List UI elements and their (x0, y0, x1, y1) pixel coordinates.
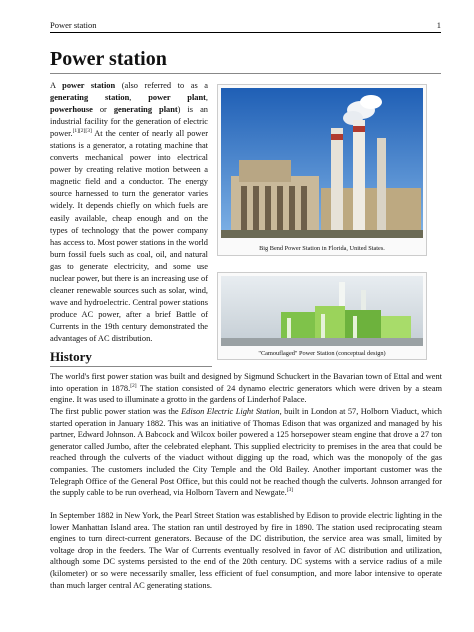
citation-ref[interactable]: [1][2][3] (72, 128, 92, 135)
intro-paragraph: A power station (also referred to as a generating station, power plant, powerhouse or generating plant) is an industrial facility for the generation of electric power.[1][2][3] At the center of nearly all power stations is a generator, a rotating machine that converts mechanical power into electrical power by creating relative motion between a magnetic field and a conductor. The energy source harnessed to turn the generator varies widely. It depends chiefly on which fuels are easily available, cheap enough and on the types of technology that the power company has access to. Most power stations in the world burn fossil fuels such as coal, oil, and natural gas to generate electricity, and some use nuclear power, but there is an increasing use of cleaner renewable sources such as solar, wind, wave and hydroelectric. Central power stations produce AC power, after a brief Battle of Currents in the 19th century demonstrated the advantages of AC distribution. (50, 81, 208, 343)
figure-caption: "Camouflaged" Power Station (conceptual design) (258, 350, 386, 357)
figure-camouflaged-station (217, 272, 427, 360)
page-title: Power station (50, 48, 167, 70)
section-heading-history: History (50, 349, 92, 364)
section-divider (50, 366, 212, 367)
history-paragraph-1: The world's first power station was built and designed by Sigmund Schuckert in the Bavarian town of Ettal and went into operation in 1878.[2] The station consisted of 24 dynamo electric generators which were driven by a steam engine. It was used to illuminate a grotto in the gardens of Linderhof Palace. (50, 372, 443, 405)
figure-image-power-station (221, 88, 423, 238)
history-paragraph-3: In September 1882 in New York, the Pearl Street Station was established by Edison to provide electric lighting in the lower Manhattan Island area. The station ran until destroyed by fire in 1890. The station used reciprocating steam engines to turn direct-current generators. Because of the DC distribution, the service area was small, limited by voltage drop in the feeders. The War of Currents eventually resolved in favor of AC distribution and utilization, although some DC systems persisted to the end of the 20th century. DC systems with a service radius of a mile (kilometer) or so were necessarily smaller, less efficient of fuel consumption, and more labor intensive to operate than much larger central AC generating stations. (50, 511, 442, 590)
running-title: Power station (50, 20, 97, 30)
figure-big-bend (217, 84, 427, 256)
citation-ref[interactable]: [2] (130, 382, 137, 389)
figure-image-camouflaged-station (221, 276, 423, 346)
figure-caption: Big Bend Power Station in Florida, United States. (259, 245, 385, 252)
term-power-plant: power plant (148, 93, 206, 103)
title-divider (50, 73, 441, 74)
term-generating-plant: generating plant (113, 105, 178, 115)
term-power-station: power station (62, 81, 116, 90)
running-header (50, 20, 441, 33)
term-generating-station: generating station (50, 93, 130, 103)
edison-station-name: Edison Electric Light Station (181, 407, 280, 416)
page-number: 1 (436, 20, 441, 30)
term-powerhouse: powerhouse (50, 105, 93, 115)
history-paragraph-2: The first public power station was the Edison Electric Light Station, built in London at 57, Holborn Viaduct, which started operation in January 1882. This was an initiative of Thomas Edison that was organized and managed by his partner, Edward Johnson. A Babcock and Wilcox boiler powered a 125 horsepower steam engine that drove a 27 ton generator called Jumbo, after the celebrated elephant. This supplied electricity to premises in the area that could be reached through the culverts of the viaduct without digging up the road, which was the monopoly of the gas companies. The customers included the City Temple and the Old Bailey. Another important customer was the Telegraph Office of the General Post Office, but this could not be reached though the culverts. Johnson arranged for the supply cable to be run overhead, via Holborn Tavern and Newgate.[3] (50, 407, 442, 498)
citation-ref[interactable]: [3] (286, 487, 294, 494)
